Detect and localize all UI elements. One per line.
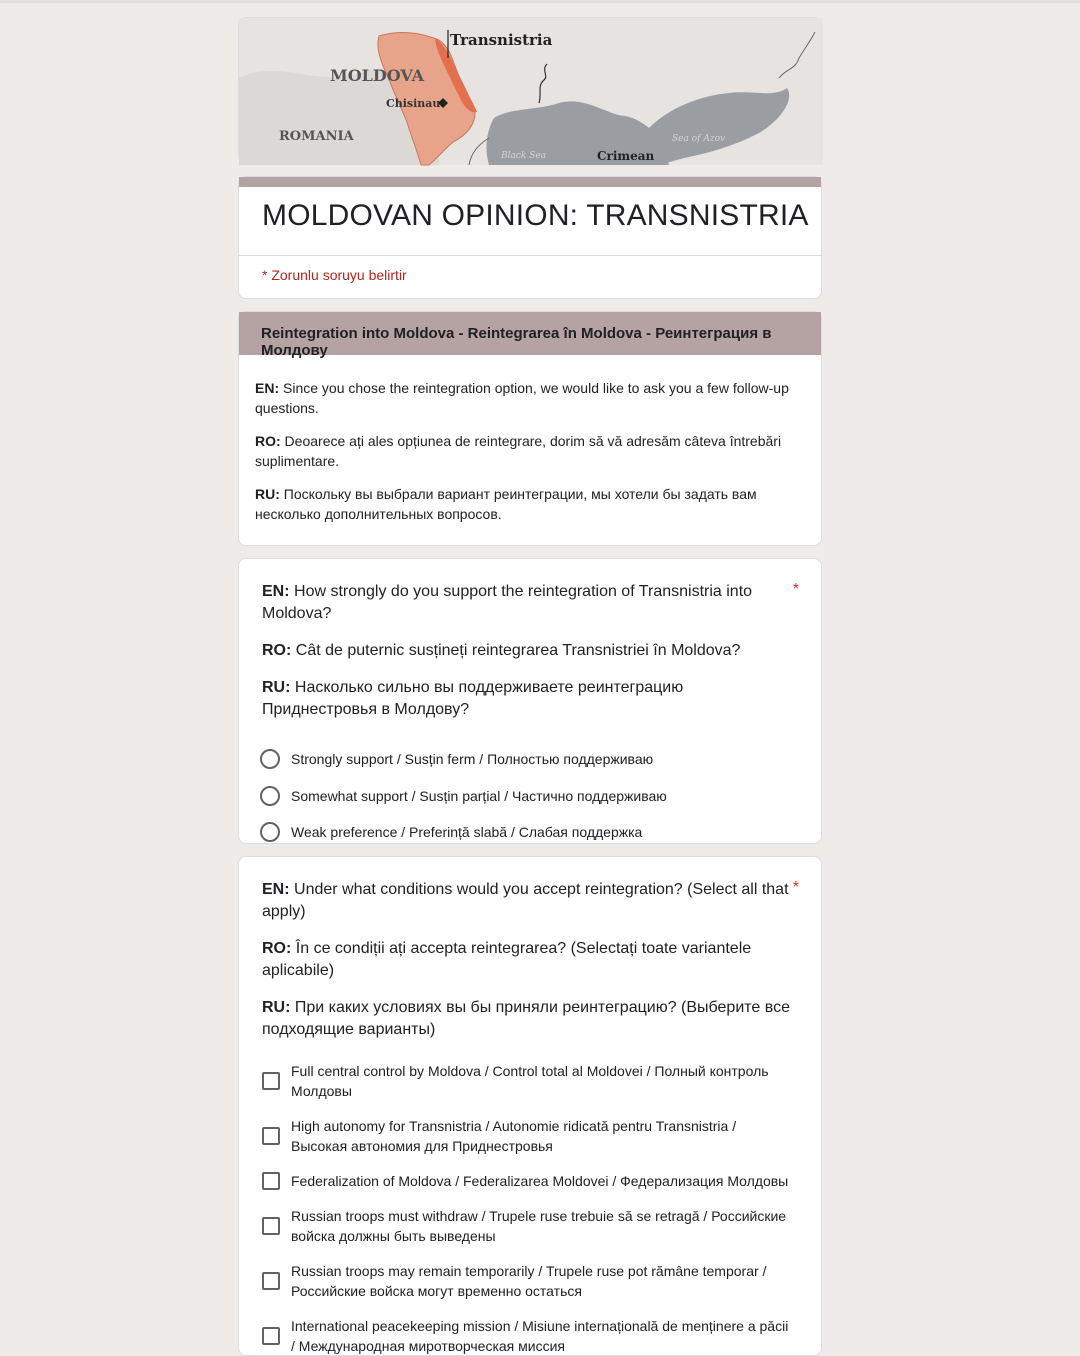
checkbox[interactable] bbox=[262, 1072, 280, 1090]
question2-en-text: Under what conditions would you accept reintegration? (Select all that apply) bbox=[262, 881, 789, 920]
checkbox[interactable] bbox=[262, 1272, 280, 1290]
lang-prefix-ro: RO: bbox=[262, 940, 292, 957]
map-label-black-sea: Black Sea bbox=[501, 151, 547, 161]
checkbox-label: International peacekeeping mission / Misiune internațională de menținere a păcii / Международная миротворческая миссия bbox=[291, 1318, 789, 1354]
question2-ru bbox=[262, 997, 798, 1041]
form-column bbox=[238, 17, 822, 1356]
map-label-romania: ROMANIA bbox=[279, 129, 354, 144]
checkbox-option-troops-withdraw[interactable] bbox=[262, 1206, 798, 1246]
checkbox-label: Russian troops may remain temporarily / Trupele ruse pot rămâne temporar / Российские войска могут временно остаться bbox=[291, 1263, 767, 1299]
radio-button[interactable] bbox=[260, 822, 280, 842]
required-asterisk: * bbox=[792, 879, 799, 896]
checkbox-group bbox=[262, 1061, 798, 1356]
lang-prefix-ro: RO: bbox=[262, 642, 292, 659]
checkbox-option-troops-remain[interactable] bbox=[262, 1261, 798, 1301]
required-note: * Zorunlu soruyu belirtir bbox=[262, 267, 407, 283]
question2-ru-text: При каких условиях вы бы приняли реинтеграцию? (Выберите все подходящие варианты) bbox=[262, 999, 790, 1038]
question-card-support-level bbox=[238, 558, 822, 844]
lang-prefix-ru: RU: bbox=[262, 999, 291, 1016]
title-accent-bar bbox=[239, 177, 821, 187]
checkbox[interactable] bbox=[262, 1217, 280, 1235]
radio-button[interactable] bbox=[260, 749, 280, 769]
question1-ru bbox=[262, 677, 798, 721]
checkbox-option-peacekeeping[interactable] bbox=[262, 1316, 798, 1356]
checkbox[interactable] bbox=[262, 1327, 280, 1345]
lang-prefix-ru: RU: bbox=[255, 486, 280, 502]
lang-prefix-en: EN: bbox=[255, 380, 280, 396]
required-asterisk: * bbox=[792, 581, 799, 598]
section-card bbox=[238, 311, 822, 546]
checkbox-label: High autonomy for Transnistria / Autonomie ridicată pentru Transnistria / Высокая автономия для Приднестровья bbox=[291, 1118, 737, 1154]
question1-ro-text: Cât de puternic susțineți reintegrarea Transnistriei în Moldova? bbox=[291, 642, 741, 659]
lang-prefix-en: EN: bbox=[262, 881, 290, 898]
radio-button[interactable] bbox=[260, 786, 280, 806]
question1-ru-text: Насколько сильно вы поддерживаете реинтеграцию Приднестровья в Молдову? bbox=[262, 679, 684, 718]
map-label-sea-of-azov: Sea of Azov bbox=[672, 134, 726, 144]
radio-label: Somewhat support / Susțin parțial / Частично поддерживаю bbox=[291, 787, 667, 804]
radio-option-somewhat-support[interactable] bbox=[262, 778, 798, 815]
map-label-transnistria: Transnistria bbox=[450, 31, 553, 49]
section-title: Reintegration into Moldova - Reintegrarea în Moldova - Реинтеграция в Молдову bbox=[239, 312, 821, 355]
lang-prefix-ro: RO: bbox=[255, 433, 281, 449]
checkbox-label: Full central control by Moldova / Control total al Moldovei / Полный контроль Молдовы bbox=[291, 1063, 769, 1099]
section-en-text: Since you chose the reintegration option, we would like to ask you a few follow-up questions. bbox=[255, 380, 789, 416]
question1-ro bbox=[262, 640, 798, 662]
checkbox-label: Russian troops must withdraw / Trupele ruse trebuie să se retragă / Российские войска должны быть выведены bbox=[291, 1208, 787, 1244]
section-ru-text: Поскольку вы выбрали вариант реинтеграции, мы хотели бы задать вам несколько дополнительных вопросов. bbox=[255, 486, 757, 522]
section-text-ro bbox=[255, 431, 805, 471]
checkbox-option-full-central-control[interactable] bbox=[262, 1061, 798, 1101]
question2-en bbox=[262, 879, 798, 923]
map-illustration bbox=[239, 18, 823, 165]
map-label-chisinau: Chisinau bbox=[386, 97, 441, 110]
checkbox[interactable] bbox=[262, 1172, 280, 1190]
section-text-ru bbox=[255, 484, 805, 524]
section-ro-text: Deoarece ați ales opțiunea de reintegrare, dorim să vă adresăm câteva întrebări suplimentare. bbox=[255, 433, 782, 469]
radio-label: Weak preference / Preferință slabă / Слабая поддержка bbox=[291, 824, 643, 841]
title-divider bbox=[239, 255, 821, 256]
question1-en-text: How strongly do you support the reintegration of Transnistria into Moldova? bbox=[262, 583, 753, 622]
lang-prefix-en: EN: bbox=[262, 583, 290, 600]
radio-group bbox=[262, 741, 798, 851]
question-card-conditions bbox=[238, 856, 822, 1356]
checkbox-option-federalization[interactable] bbox=[262, 1171, 798, 1191]
section-text-en bbox=[255, 378, 805, 418]
radio-option-strongly-support[interactable] bbox=[262, 741, 798, 778]
header-map-image bbox=[238, 17, 822, 164]
question2-ro-text: În ce condiții ați accepta reintegrarea? (Selectați toate variantele aplicabile) bbox=[262, 940, 752, 979]
map-label-moldova: MOLDOVA bbox=[330, 66, 425, 85]
map-label-crimean: Crimean bbox=[597, 149, 655, 163]
checkbox-option-high-autonomy[interactable] bbox=[262, 1116, 798, 1156]
radio-option-weak-preference[interactable] bbox=[262, 814, 798, 851]
top-border bbox=[0, 0, 1080, 3]
radio-label: Strongly support / Susțin ferm / Полностью поддерживаю bbox=[291, 751, 654, 768]
checkbox[interactable] bbox=[262, 1127, 280, 1145]
title-card bbox=[238, 176, 822, 299]
form-title: MOLDOVAN OPINION: TRANSNISTRIA bbox=[262, 199, 809, 232]
question2-ro bbox=[262, 938, 798, 982]
lang-prefix-ru: RU: bbox=[262, 679, 291, 696]
question1-en bbox=[262, 581, 798, 625]
checkbox-label: Federalization of Moldova / Federalizarea Moldovei / Федерализация Молдовы bbox=[291, 1173, 789, 1189]
section-description bbox=[239, 355, 821, 524]
